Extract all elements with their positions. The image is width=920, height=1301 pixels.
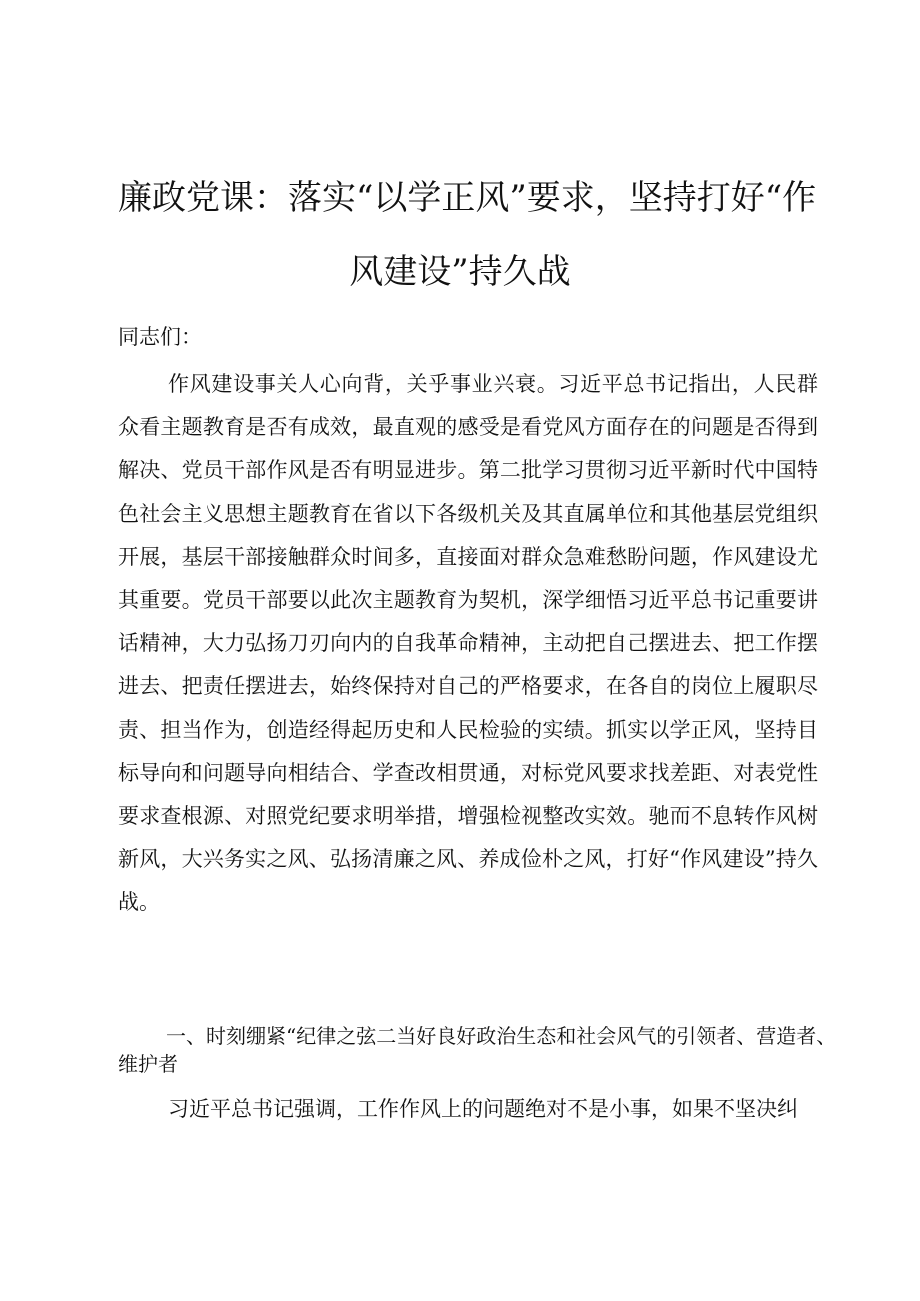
salutation: 同志们： bbox=[118, 325, 202, 349]
section-heading-1: 一、时刻绷紧“纪律之弦二当好良好政治生态和社会风气的引领者、营造者、维护者 bbox=[118, 1024, 837, 1076]
paragraph-intro: 作风建设事关人心向背，关乎事业兴衰。习近平总书记指出，人民群众看主题教育是否有成效，最直观的感受是看党风方面存在的问题是否得到解决、党员干部作风是否有明显进步。第二批学习贯彻习近平新时代中国特色社会主义思想主题教育在省以下各级机关及其直属单位和其他基层党组织开展，基层干部接触群众时间多，直接面对群众急难愁盼问题，作风建设尤其重要。党员干部要以此次主题教育为契机，深学细悟习近平总书记重要讲话精神，大力弘扬刀刃向内的自我革命精神，主动把自己摆进去、把工作摆进去、把责任摆进去，始终保持对自己的严格要求，在各自的岗位上履职尽责、担当作为，创造经得起历史和人民检验的实绩。抓实以学正风，坚持目标导向和问题导向相结合、学查改相贯通，对标党风要求找差距、对表党性要求查根源、对照党纪要求明举措，增强检视整改实效。驰而不息转作风树新风，大兴务实之风、弘扬清廉之风、养成俭朴之风，打好“作风建设”持久战。 bbox=[118, 372, 818, 915]
document-title-line-1: 廉政党课：落实“以学正风”要求，坚持打好“作 bbox=[118, 178, 817, 218]
document-title-line-2: 风建设”持久战 bbox=[349, 252, 571, 292]
paragraph-section-1: 习近平总书记强调，工作作风上的问题绝对不是小事，如果不坚决纠 bbox=[168, 1097, 798, 1121]
